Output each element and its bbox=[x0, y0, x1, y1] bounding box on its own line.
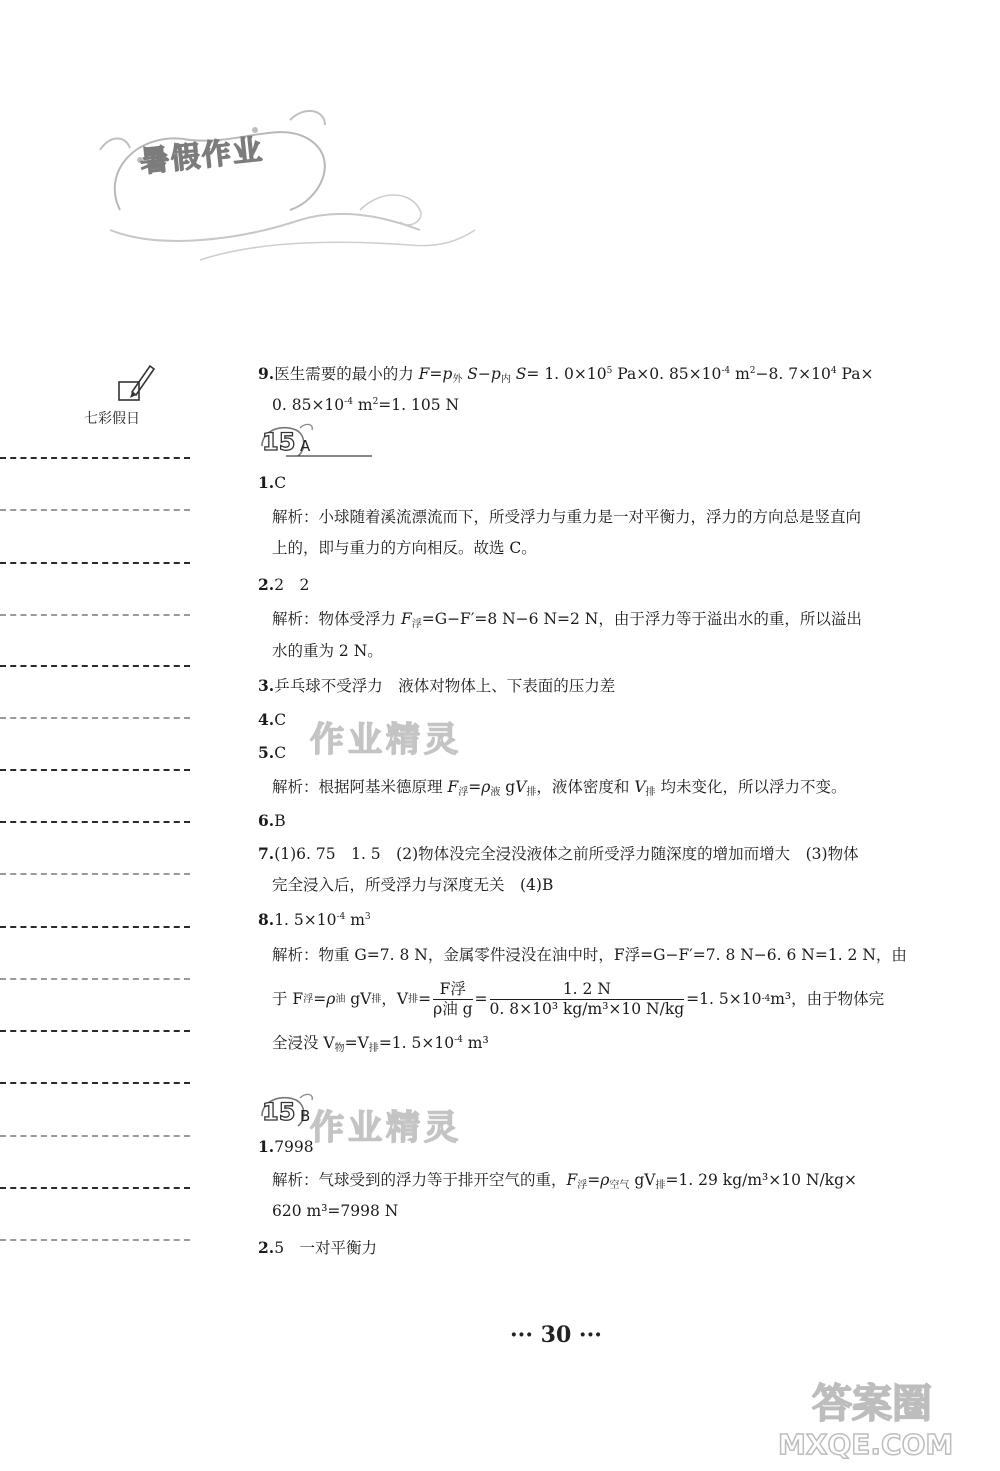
section-letter: A bbox=[300, 437, 311, 455]
writing-line bbox=[0, 769, 190, 771]
question-9-line1: 9.医生需要的最小的力 $F=p_外$ $S-p_内$ S= 1. $0\times 10^5$ Pa×0. $85\times 10^{-4}$ $m^2-8$. $7\times 10^4$ Pa× bbox=[258, 364, 874, 385]
writing-line bbox=[0, 614, 190, 616]
writing-line bbox=[0, 1239, 190, 1241]
watermark-center: 作业精灵 bbox=[310, 720, 462, 760]
answer-a1: 1.C bbox=[258, 473, 287, 492]
writing-line bbox=[0, 926, 190, 928]
answer-a2: 2.2 2 bbox=[258, 575, 310, 594]
writing-line bbox=[0, 457, 190, 459]
writing-line bbox=[0, 1082, 190, 1084]
pen-icon bbox=[116, 362, 156, 410]
section-number: 15 bbox=[262, 1098, 296, 1126]
watermark-corner-logo: 答案圈 bbox=[812, 1381, 932, 1427]
watermark-center-2: 作业精灵 bbox=[310, 1108, 462, 1148]
section-number: 15 bbox=[262, 428, 296, 456]
section-letter: B bbox=[300, 1107, 311, 1125]
answer-a1-explanation-1: 解析：小球随着溪流漂流而下，所受浮力与重力是一对平衡力，浮力的方向总是竖直向 bbox=[272, 508, 862, 526]
answer-a6: 6.B bbox=[258, 811, 286, 830]
answer-a5: 5.C bbox=[258, 743, 287, 762]
answer-a1-explanation-2: 上的，即与重力的方向相反。故选 C。 bbox=[272, 539, 537, 557]
answer-b1-explanation-2: 620 m³=7998 N bbox=[272, 1202, 399, 1220]
answer-a7-line1: 7.(1)6. 75 1. 5 (2)物体没完全浸没液体之前所受浮力随深度的增加而增大 (3)物体 bbox=[258, 844, 859, 863]
answer-a5-explanation: 解析：根据阿基米德原理 $F_浮=\rho_液$ $gV_排$，液体密度和 $V_排$ 均未变化，所以浮力不变。 bbox=[272, 778, 847, 798]
answer-a2-explanation-2: 水的重为 2 N。 bbox=[272, 642, 383, 660]
writing-line bbox=[0, 821, 190, 823]
ornament-swirl-icon bbox=[80, 90, 500, 290]
writing-line bbox=[0, 509, 190, 511]
answer-a8: 8.1. $5\times 10^{-4}$ $m^3$ bbox=[258, 910, 371, 929]
answer-a8-explanation-1: 解析：物重 G=7. 8 N，金属零件浸没在油中时，F浮=G−F′=7. 8 N−6. 6 N=1. 2 N，由 bbox=[272, 946, 907, 964]
writing-line bbox=[0, 1187, 190, 1189]
answer-b1-explanation-1: 解析：气球受到的浮力等于排开空气的重，$F_浮=\rho_{空气}$ $gV_排=1$. 29 kg/m³×10 N/kg× bbox=[272, 1171, 857, 1191]
fraction-volume-formula: $\frac{\text{F浮}}{\text{ρ油 g}}$ bbox=[433, 980, 473, 1019]
writing-line bbox=[0, 562, 190, 564]
watermark-corner-url: MXQE.COM bbox=[778, 1428, 954, 1461]
answer-a8-explanation-2: 于 F 浮 = ρ 油 gV 排 ，V 排 = $\frac{\text{F浮}}{\text{ρ油 g}}$ = $\frac{1. 2 N}{\text{0. 8×10³ kg/m³×10 N/kg}}$ =1. 5×10 -4 m³，由于物体完 bbox=[272, 980, 885, 1019]
writing-line bbox=[0, 717, 190, 719]
writing-line bbox=[0, 1135, 190, 1137]
question-9-line2: 0. $85\times 10^{-4}$ $m^2=1$. 105 N bbox=[272, 396, 460, 414]
writing-line bbox=[0, 873, 190, 875]
answer-a8-explanation-3: 全浸没 $V_物=V_排=1$. $5\times 10^{-4}$ m³ bbox=[272, 1034, 489, 1054]
writing-line bbox=[0, 978, 190, 980]
sidebar-label: 七彩假日 bbox=[84, 411, 140, 427]
answer-a4: 4.C bbox=[258, 710, 287, 729]
writing-line bbox=[0, 665, 190, 667]
answer-a7-line2: 完全浸入后，所受浮力与深度无关 (4)B bbox=[272, 876, 554, 894]
answer-b2: 2.5 一对平衡力 bbox=[258, 1238, 378, 1257]
answer-a2-explanation-1: 解析：物体受浮力 $F_浮=G-F'=8$ N−6 N=2 N，由于浮力等于溢出水的重，所以溢出 bbox=[272, 610, 862, 630]
answer-b1: 1.7998 bbox=[258, 1137, 314, 1156]
section-badge-15a bbox=[256, 420, 376, 468]
book-title-logo: 暑假作业 bbox=[138, 132, 266, 179]
book-header-decoration bbox=[80, 90, 500, 290]
writing-line bbox=[0, 1030, 190, 1032]
page-number: ··· 30 ··· bbox=[510, 1322, 602, 1348]
fraction-volume-value: $\frac{1. 2 N}{\text{0. 8×10³ kg/m³×10 N/kg}}$ bbox=[489, 980, 685, 1019]
answer-a3: 3.乒乓球不受浮力 液体对物体上、下表面的压力差 bbox=[258, 676, 616, 695]
